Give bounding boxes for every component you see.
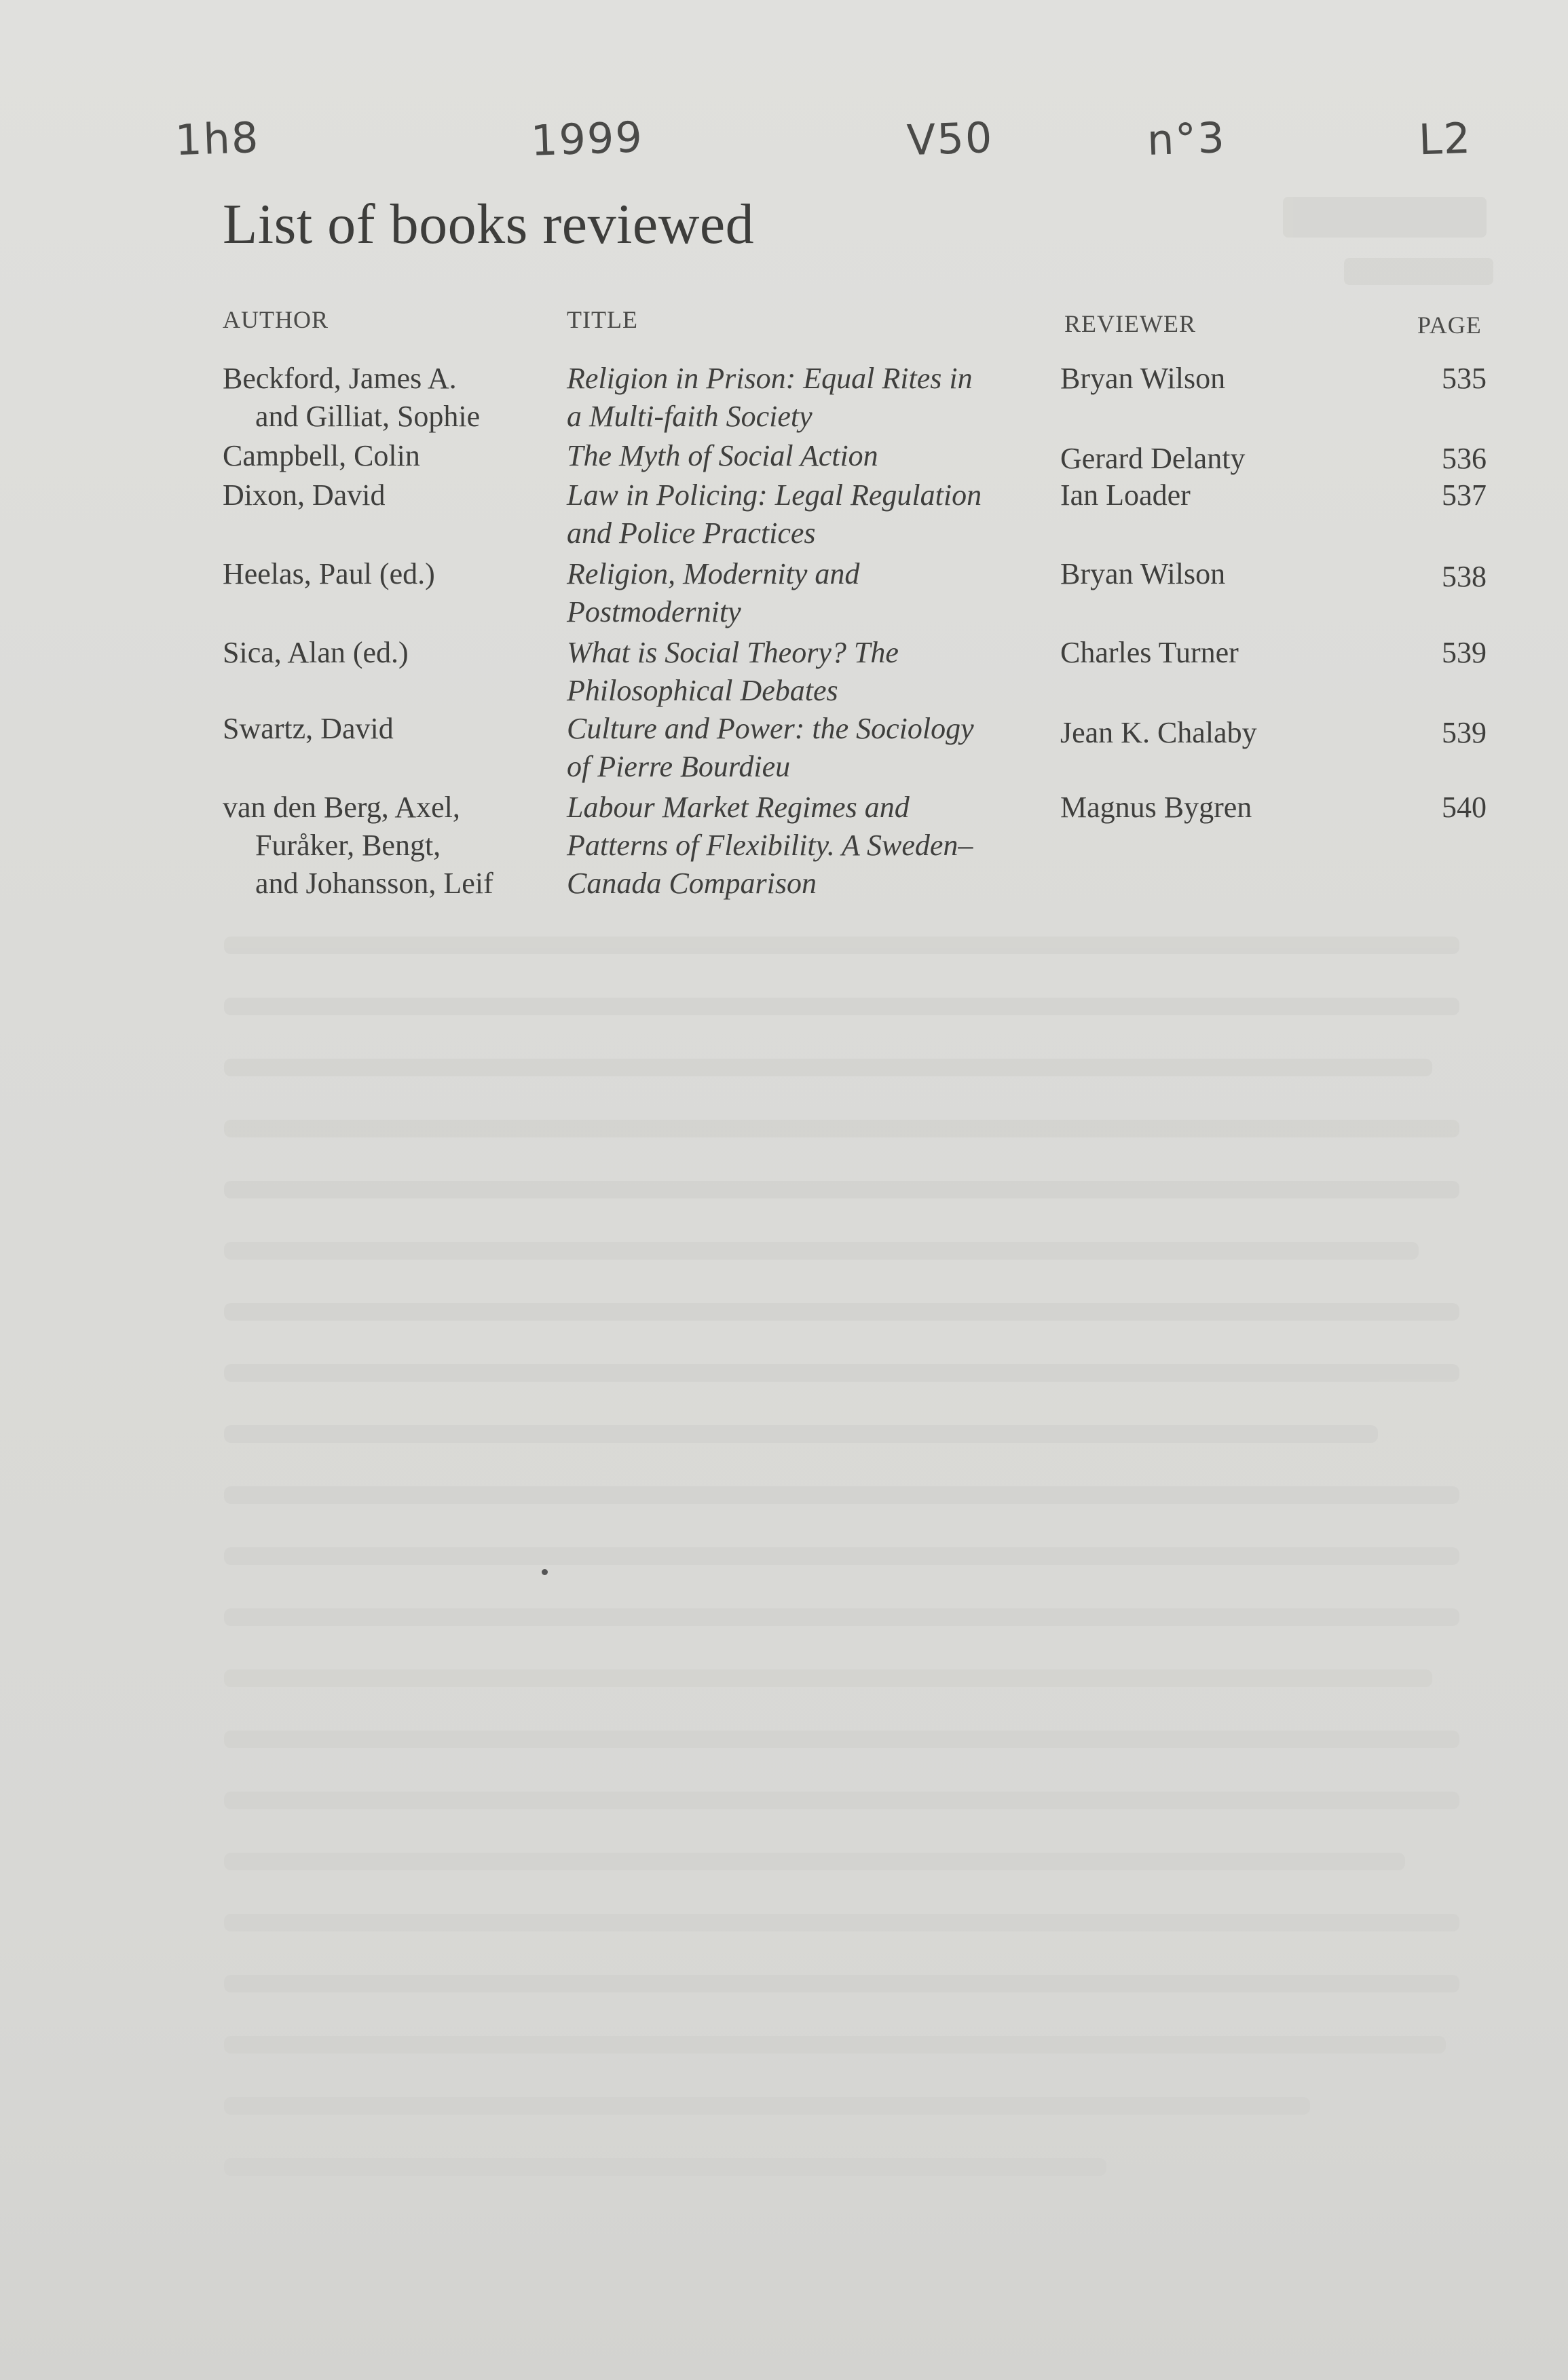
title-line: Canada Comparison xyxy=(567,867,817,900)
title-line: Postmodernity xyxy=(567,595,741,628)
handwritten-annotation: n°3 xyxy=(1146,113,1227,165)
author-line: Campbell, Colin xyxy=(223,439,420,472)
author-line: and Gilliat, Sophie xyxy=(255,400,481,433)
page-number: 540 xyxy=(1442,791,1487,824)
page-number: 537 xyxy=(1442,478,1487,512)
column-header-title: TITLE xyxy=(567,306,638,333)
author-cell xyxy=(223,437,548,475)
column-header-page: PAGE xyxy=(1417,311,1482,339)
column-header-author: AUTHOR xyxy=(223,306,329,333)
title-line: Philosophical Debates xyxy=(567,674,838,707)
title-line: Law in Policing: Legal Regulation xyxy=(567,478,982,512)
title-cell xyxy=(567,437,1042,475)
author-cell xyxy=(223,634,548,672)
author-line: van den Berg, Axel, xyxy=(223,791,460,824)
reviewer-cell: Jean K. Chalaby xyxy=(1060,716,1257,749)
title-cell xyxy=(567,476,1042,552)
page-number: 538 xyxy=(1442,560,1487,593)
author-line: Dixon, David xyxy=(223,478,386,512)
handwritten-annotation: L2 xyxy=(1417,113,1473,165)
reviewer-cell: Gerard Delanty xyxy=(1060,442,1246,475)
title-line: and Police Practices xyxy=(567,516,816,550)
author-line: Heelas, Paul (ed.) xyxy=(223,557,435,590)
reviewer-cell: Magnus Bygren xyxy=(1060,791,1252,824)
title-line: Religion, Modernity and xyxy=(567,557,860,590)
author-cell xyxy=(223,360,548,436)
reviewer-cell: Ian Loader xyxy=(1060,478,1191,512)
title-cell xyxy=(567,555,1042,631)
reviewer-cell: Charles Turner xyxy=(1060,636,1239,669)
title-line: of Pierre Bourdieu xyxy=(567,750,791,783)
author-line: Beckford, James A. xyxy=(223,362,457,395)
title-line: The Myth of Social Action xyxy=(567,439,878,472)
author-line: Furåker, Bengt, xyxy=(255,829,441,862)
page-number: 539 xyxy=(1442,716,1487,749)
ink-speck xyxy=(542,1569,548,1575)
title-cell xyxy=(567,710,1042,786)
author-cell xyxy=(223,476,548,514)
author-cell xyxy=(223,555,548,593)
author-line: Swartz, David xyxy=(223,712,394,745)
page-number: 536 xyxy=(1442,442,1487,475)
page-number: 539 xyxy=(1442,636,1487,669)
title-cell xyxy=(567,360,1042,436)
handwritten-annotation: V50 xyxy=(906,112,994,166)
author-line: and Johansson, Leif xyxy=(255,867,493,900)
author-cell xyxy=(223,789,548,903)
column-header-reviewer: REVIEWER xyxy=(1064,310,1196,337)
title-line: Religion in Prison: Equal Rites in xyxy=(567,362,973,395)
title-line: What is Social Theory? The xyxy=(567,636,899,669)
title-line: Patterns of Flexibility. A Sweden– xyxy=(567,829,973,862)
reviewer-cell: Bryan Wilson xyxy=(1060,362,1226,395)
page-number: 535 xyxy=(1442,362,1487,395)
title-line: Culture and Power: the Sociology xyxy=(567,712,974,745)
page-title: List of books reviewed xyxy=(223,193,755,256)
author-cell xyxy=(223,710,548,748)
handwritten-annotation: 1h8 xyxy=(174,112,261,166)
title-cell xyxy=(567,789,1042,903)
title-line: a Multi-faith Society xyxy=(567,400,813,433)
reviewer-cell: Bryan Wilson xyxy=(1060,557,1226,590)
title-cell xyxy=(567,634,1042,710)
title-line: Labour Market Regimes and xyxy=(567,791,910,824)
author-line: Sica, Alan (ed.) xyxy=(223,636,409,669)
handwritten-annotation: 1999 xyxy=(529,112,645,166)
